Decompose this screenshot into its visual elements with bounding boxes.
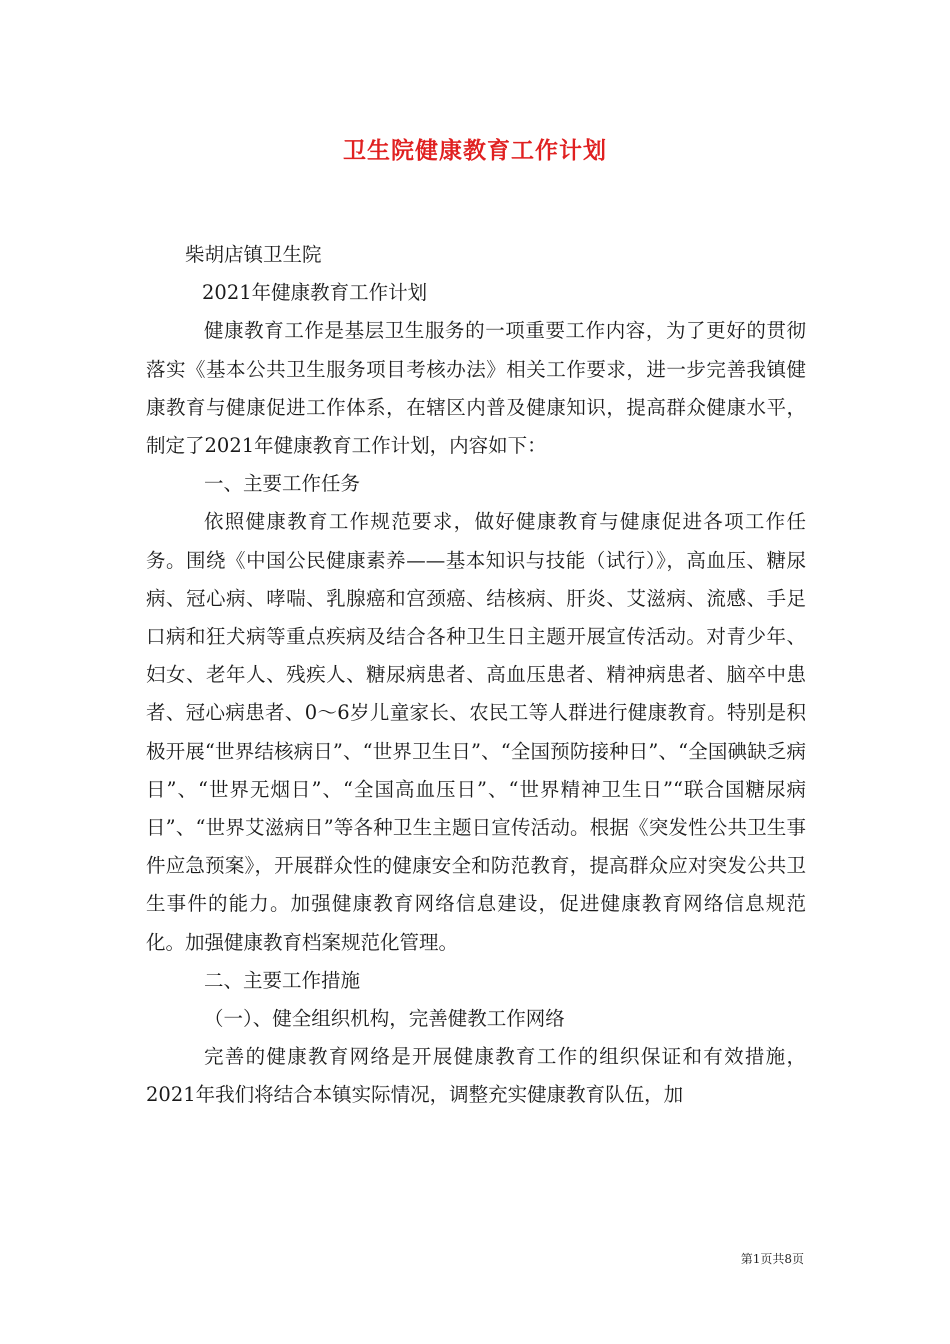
page-number-footer: 第1页共8页 — [740, 1252, 804, 1266]
section-heading-tasks: 一、主要工作任务 — [204, 472, 361, 496]
document-body — [146, 236, 806, 1115]
org-name-paragraph: 柴胡店镇卫生院 — [185, 243, 322, 266]
plan-subtitle-paragraph: 2021年健康教育工作计划 — [202, 281, 428, 305]
section-heading-measures: 二、主要工作措施 — [204, 968, 361, 992]
document-title: 卫生院健康教育工作计划 — [343, 137, 607, 164]
subsection-heading-organization: （一）、健全组织机构，完善健教工作网络 — [204, 1007, 565, 1031]
intro-paragraph: 健康教育工作是基层卫生服务的一项重要工作内容，为了更好的贯彻落实《基本公共卫生服务项目考核办法》相关工作要求，进一步完善我镇健康教育与健康促进工作体系，在辖区内普及健康知识，提高群众健康水平，制定了2021年健康教育工作计划，内容如下： — [146, 319, 806, 458]
organization-paragraph: 完善的健康教育网络是开展健康教育工作的组织保证和有效措施，2021年我们将结合本镇实际情况，调整充实健康教育队伍，加 — [146, 1045, 806, 1107]
tasks-paragraph: 依照健康教育工作规范要求，做好健康教育与健康促进各项工作任务。围绕《中国公民健康素养——基本知识与技能（试行）》，高血压、糖尿病、冠心病、哮喘、乳腺癌和宫颈癌、结核病、肝炎、艾滋病、流感、手足口病和狂犬病等重点疾病及结合各种卫生日主题开展宣传活动。对青少年、妇女、老年人、残疾人、糖尿病患者、高血压患者、精神病患者、脑卒中患者、冠心病患者、0～6岁儿童家长、农民工等人群进行健康教育。特别是积极开展“世界结核病日”、“世界卫生日”、“全国预防接种日”、“全国碘缺乏病日”、“世界无烟日”、“全国高血压日”、“世界精神卫生日”“联合国糖尿病日”、“世界艾滋病日”等各种卫生主题日宣传活动。根据《突发性公共卫生事件应急预案》，开展群众性的健康安全和防范教育，提高群众应对突发公共卫生事件的能力。加强健康教育网络信息建设，促进健康教育网络信息规范化。加强健康教育档案规范化管理。 — [146, 510, 806, 954]
